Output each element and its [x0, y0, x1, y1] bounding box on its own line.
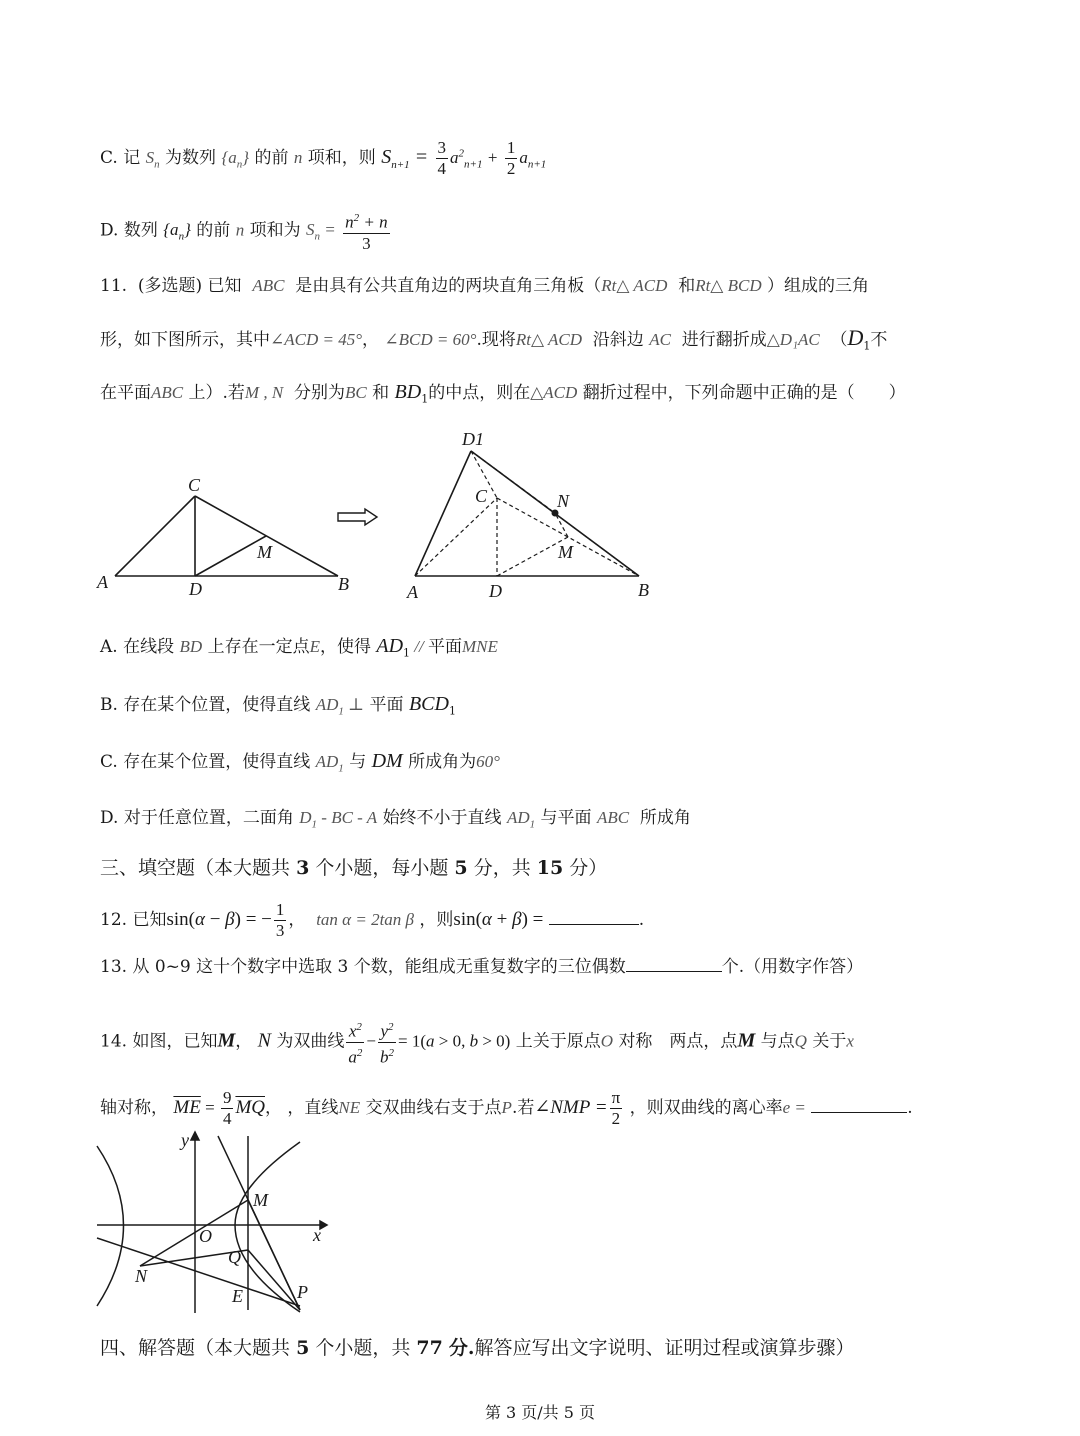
- label-c: C: [188, 475, 201, 495]
- label-m3: M: [253, 1190, 268, 1210]
- label-d2: D: [489, 581, 502, 601]
- q11-line-1: 11. (多选题) 已知 ABC 是由具有公共直角边的两块直角三角板（Rt△ ACD 和Rt△ BCD ）组成的三角: [100, 276, 870, 296]
- q13-answer-blank[interactable]: [626, 971, 722, 972]
- label-o: O: [199, 1226, 212, 1246]
- q13: 13. 从 0~9 这十个数字中选取 3 个数，能组成无重复数字的三位偶数 个.（用数字作答）: [100, 957, 864, 977]
- q11-option-b: B. 存在某个位置，使得直线 $AD_1$ ⊥ 平面 $BCD_1$: [100, 693, 456, 718]
- hyperbola-figure: [95, 1128, 335, 1318]
- q12-answer-blank[interactable]: [549, 924, 639, 925]
- fraction-sn: $\frac{n^2 + n}{3}$: [345, 212, 388, 253]
- label-c2: C: [475, 486, 488, 506]
- q14-line-2: 轴对称， $\overline{ME}$ = $\frac{9}{4}$ $\overline{MQ}$， ，直线NE 交双曲线右支于点P.若∠NMP = $\frac{\pi}{2}$ ，则双曲线的离心率e = .: [100, 1088, 913, 1128]
- page-footer: 第 3 页/共 5 页: [484, 1403, 596, 1422]
- label-d: D: [189, 579, 202, 599]
- section-3-heading: 三、填空题（本大题共 3 个小题，每小题 5 分，共 15 分）: [100, 857, 608, 879]
- label-a: A: [97, 572, 108, 592]
- section-4-heading: 四、解答题（本大题共 5 个小题，共 77 分.解答应写出文字说明、证明过程或演算步骤）: [100, 1337, 855, 1359]
- label-d1: D1: [462, 429, 484, 449]
- label-b: B: [338, 574, 349, 594]
- label-e: E: [232, 1286, 243, 1306]
- label-x: x: [313, 1225, 321, 1245]
- q14-answer-blank[interactable]: [811, 1112, 907, 1113]
- q10-option-c-prefix: C. 记: [100, 148, 141, 168]
- q11-option-c: C. 存在某个位置，使得直线 $AD_1$ 与 DM 所成角为60°: [100, 750, 500, 775]
- label-m: M: [257, 542, 272, 562]
- q10-option-d: D. 数列 $\{a_n\}$ 的前 n 项和为 $S_n$ = $\frac{n^2 + n}{3}$: [100, 208, 392, 254]
- label-y: y: [181, 1130, 189, 1150]
- label-q: Q: [228, 1247, 241, 1267]
- fold-arrow-icon: [338, 509, 377, 525]
- label-n2: N: [135, 1266, 148, 1286]
- q10-option-c: C. 记 $S_n$ 为数列 $\{a_n\}$ 的前 n 项和，则 $S_{n+1}$ = $\frac{3}{4}$ $a^2_{n+1}$ + $\frac{1}{2}$ $a_{n+1}$: [100, 138, 547, 178]
- q11-line-3: 在平面ABC 上）.若M , N 分别为BC 和 $BD_1$的中点，则在△ACD 翻折过程中，下列命题中正确的是（ ）: [100, 381, 906, 406]
- label-m2: M: [558, 542, 573, 562]
- q14-line-1: 14. 如图，已知M， N 为双曲线 $\frac{x^2}{a^2}$ − $\frac{y^2}{b^2}$ = 1(a > 0, b > 0) 上关于原点O 对称 两点，点M 与点Q 关于x: [100, 1021, 854, 1067]
- fraction-1-2: $\frac{1}{2}$: [506, 138, 516, 178]
- label-a2: A: [407, 582, 418, 602]
- triangle-fold-figure: [95, 420, 665, 610]
- q11-option-d: D. 对于任意位置，二面角 $D_1$ - BC - A 始终不小于直线 $AD_1$ 与平面 ABC 所成角: [100, 808, 691, 831]
- q11-option-a: A. 在线段 BD 上存在一定点E，使得 $AD_1$ // 平面MNE: [100, 635, 498, 660]
- q11-line-2: 形，如下图所示，其中∠ACD = 45°， ∠BCD = 60°.现将Rt△ ACD 沿斜边 AC 进行翻折成△D₁AC （$D_1$不: [100, 325, 888, 353]
- fraction-3-4: $\frac{3}{4}$: [437, 138, 447, 178]
- label-n: N: [557, 491, 570, 511]
- label-p: P: [297, 1282, 308, 1302]
- q12: 12. 已知sin(α − β) = − $\frac{1}{3}$ ， tan α = 2tan β ，则sin(α + β) = .: [100, 900, 645, 940]
- label-b2: B: [638, 580, 649, 600]
